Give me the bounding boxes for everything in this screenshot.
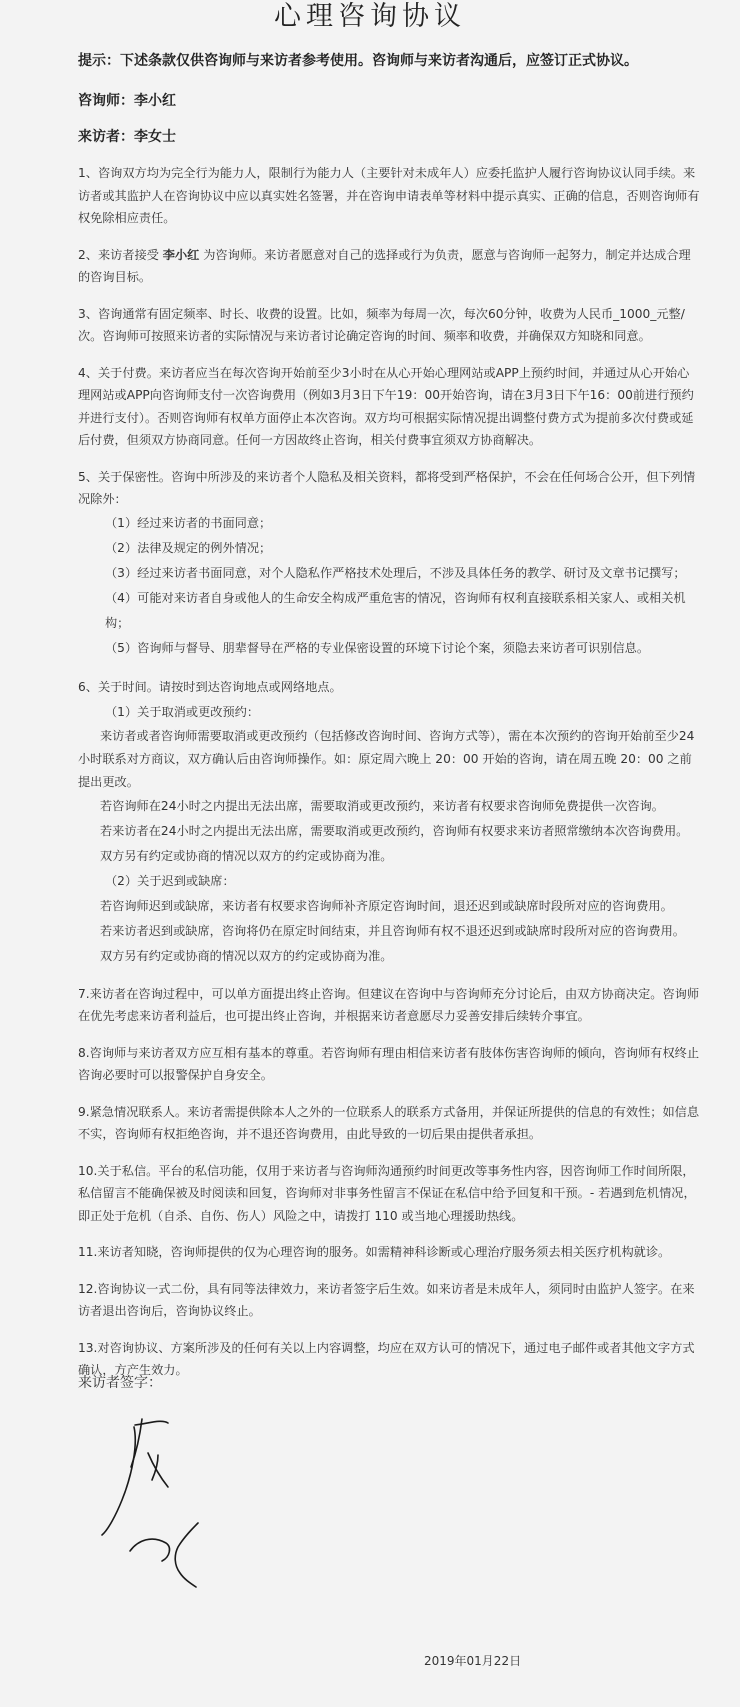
clause-1-text: 1、咨询双方均为完全行为能力人，限制行为能力人（主要针对未成年人）应委托监护人履行咨询协议认同手续。来访者或其监护人在咨询协议中应以真实姓名签署，并在咨询申请表单等材料中提示真实、正确的信息，否则咨询师有权免除相应责任。: [78, 166, 700, 225]
clause-2-prefix: 2、来访者接受: [78, 247, 163, 262]
signature-stroke: [130, 1539, 169, 1561]
clause-6-subtitle-late: （2）关于迟到或缺席：: [105, 873, 235, 888]
signing-date: 2019年01月22日: [424, 1654, 522, 1668]
signature-stroke: [102, 1427, 135, 1535]
clause-11-text: 11.来访者知晓，咨询师提供的仅为心理咨询的服务。如需精神科诊断或心理治疗服务须去相关医疗机构就诊。: [78, 1245, 671, 1259]
signature-stroke: [175, 1523, 198, 1587]
clause-9-text: 9.紧急情况联系人。来访者需提供除本人之外的一位联系人的联系方式备用，并保证所提供的信息的有效性；如信息不实，咨询师有权拒绝咨询，并不退还咨询费用，由此导致的一切后果由提供者承担。: [78, 1104, 700, 1141]
clause-2: [78, 244, 700, 289]
clause-5: [78, 466, 700, 661]
clause-4-text: 4、关于付费。来访者应当在每次咨询开始前至少3小时在从心开始心理网站或APP上预约时间，并通过从心开始心理网站或APP向咨询师支付一次咨询费用（例如3月3日下午19：00开始咨询，请在3月3日下午16：00前进行预约并进行支付）。否则咨询师有权单方面停止本次咨询。双方均可根据实际情况提出调整付费方式为提前多次付费或延后付费，但须双方协商同意。任何一方因故终止咨询，相关付费事宜须双方协商解决。: [78, 365, 694, 447]
clause-13-text: 13.对咨询协议、方案所涉及的任何有关以上内容调整，均应在双方认可的情况下，通过电子邮件或者其他文字方式确认，方产生效力。: [78, 1340, 695, 1377]
clause-1: [78, 162, 700, 230]
clause-6-line: 若来访者在24小时之内提出无法出席，需要取消或更改预约，咨询师有权要求来访者照常缴纳本次咨询费用。: [100, 823, 689, 838]
visitor-line: 来访者：李女士: [78, 129, 176, 145]
clause-5-item: （1）经过来访者的书面同意；: [105, 515, 272, 530]
page-title: 心理咨询协议: [274, 1, 466, 32]
clause-6-line: 双方另有约定或协商的情况以双方的约定或协商为准。: [100, 848, 393, 863]
agreement-content: [78, 50, 700, 1382]
clause-10: [78, 1160, 700, 1228]
clause-3: [78, 303, 700, 348]
clause-8: [78, 1042, 700, 1087]
clause-5-item: （5）咨询师与督导、朋辈督导在严格的专业保密设置的环境下讨论个案，须隐去来访者可识别信息。: [105, 640, 650, 655]
handwritten-signature: [100, 1405, 250, 1605]
clause-2-text: [78, 244, 700, 289]
clause-6-line: 若咨询师在24小时之内提出无法出席，需要取消或更改预约，来访者有权要求咨询师免费提供一次咨询。: [100, 798, 664, 813]
clause-12-text: 12.咨询协议一式二份，具有同等法律效力，来访者签字后生效。如来访者是未成年人，须同时由监护人签字。在来访者退出咨询后，咨询协议终止。: [78, 1281, 695, 1318]
clause-6-intro: 6、关于时间。请按时到达咨询地点或网络地点。: [78, 679, 342, 694]
clause-10-text: 10.关于私信。平台的私信功能，仅用于来访者与咨询师沟通预约时间更改等事务性内容，因咨询师工作时间所限，私信留言不能确保被及时阅读和回复，咨询师对非事务性留言不保证在私信中给予回复和干预。- 若遇到危机情况，即正处于危机（自杀、自伤、伤人）风险之中，请拨打 110 或当地心理援助热线。: [78, 1163, 696, 1223]
clause-6-line: 双方另有约定或协商的情况以双方的约定或协商为准。: [100, 948, 393, 963]
clause-6-subtitle-cancel: （1）关于取消或更改预约：: [105, 704, 260, 719]
clause-2-suffix: 为咨询师。来访者愿意对自己的选择或行为负责，愿意与咨询师一起努力，制定并达成合理的咨询目标。: [78, 247, 691, 284]
clause-6-line: 来访者或者咨询师需要取消或更改预约（包括修改咨询时间、咨询方式等），需在本次预约的咨询开始前至少24小时联系对方商议，双方确认后由咨询师操作。如：原定周六晚上 20：00 开始的咨询，请在周五晚 20：00 之前提出更改。: [78, 728, 695, 789]
clause-4: [78, 362, 700, 452]
clause-13: [78, 1337, 700, 1382]
clause-9: [78, 1101, 700, 1146]
signature-label: 来访者签字：: [78, 1375, 162, 1391]
clause-7: [78, 983, 700, 1028]
clause-8-text: 8.咨询师与来访者双方应互相有基本的尊重。若咨询师有理由相信来访者有肢体伤害咨询师的倾向，咨询师有权终止咨询必要时可以报警保护自身安全。: [78, 1045, 700, 1082]
clause-5-item: （3）经过来访者书面同意，对个人隐私作严格技术处理后，不涉及具体任务的教学、研讨及文章书记撰写；: [105, 565, 686, 580]
clause-6-line: 若来访者迟到或缺席，咨询将仍在原定时间结束，并且咨询师有权不退还迟到或缺席时段所对应的咨询费用。: [100, 923, 685, 938]
clause-6-line: 若咨询师迟到或缺席，来访者有权要求咨询师补齐原定咨询时间，退还迟到或缺席时段所对应的咨询费用。: [100, 898, 673, 913]
clause-12: [78, 1278, 700, 1323]
clause-6: [78, 675, 700, 969]
counselor-name-inline: 李小红: [162, 247, 200, 262]
clause-5-item: （4）可能对来访者自身或他人的生命安全构成严重危害的情况，咨询师有权利直接联系相关家人、或相关机构；: [105, 590, 686, 630]
hint-notice: 提示：下述条款仅供咨询师与来访者参考使用。咨询师与来访者沟通后，应签订正式协议。: [78, 53, 638, 69]
clause-5-intro: 5、关于保密性。咨询中所涉及的来访者个人隐私及相关资料，都将受到严格保护，不会在任何场合公开，但下列情况除外：: [78, 469, 696, 506]
signature-stroke: [135, 1421, 168, 1425]
clause-11: [78, 1241, 700, 1264]
clause-7-text: 7.来访者在咨询过程中，可以单方面提出终止咨询。但建议在咨询中与咨询师充分讨论后，由双方协商决定。咨询师在优先考虑来访者利益后，也可提出终止咨询，并根据来访者意愿尽力妥善安排后续转介事宜。: [78, 986, 700, 1023]
counselor-line: 咨询师：李小红: [78, 93, 176, 109]
clause-3-text: 3、咨询通常有固定频率、时长、收费的设置。比如，频率为每周一次，每次60分钟，收费为人民币_1000_元整/次。咨询师可按照来访者的实际情况与来访者讨论确定咨询的时间、频率和收费，并确保双方知晓和同意。: [78, 306, 685, 343]
clause-5-item: （2）法律及规定的例外情况；: [105, 540, 272, 555]
